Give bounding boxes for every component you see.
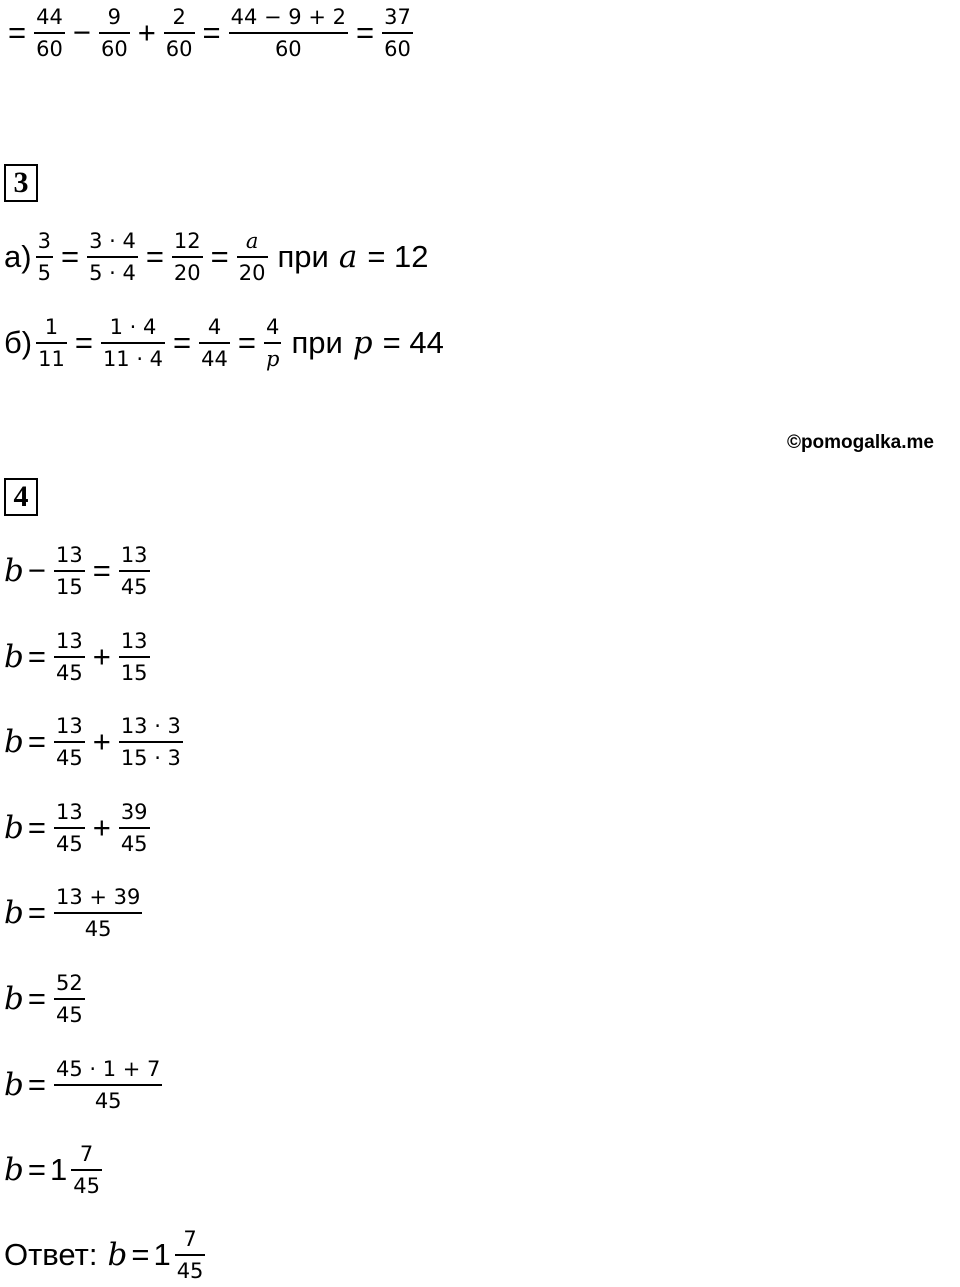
task-3b-line bbox=[4, 312, 444, 374]
variable: b bbox=[107, 1237, 128, 1273]
numerator: 12 bbox=[173, 229, 201, 253]
numerator: 1 bbox=[44, 315, 59, 339]
fraction bbox=[34, 2, 65, 64]
equals-sign: = bbox=[74, 325, 93, 360]
numerator: 44 bbox=[36, 5, 63, 29]
denominator: 45 bbox=[176, 1259, 204, 1283]
task-4-number: 4 bbox=[4, 478, 38, 516]
variable: b bbox=[4, 981, 24, 1017]
equals-sign: = bbox=[173, 325, 192, 360]
numerator: 7 bbox=[79, 1142, 94, 1166]
fraction bbox=[54, 540, 85, 602]
equals-sign: = bbox=[355, 15, 375, 50]
denominator: 45 bbox=[55, 661, 83, 685]
fraction bbox=[264, 312, 281, 374]
fraction bbox=[101, 312, 165, 374]
variable: b bbox=[4, 724, 24, 760]
equals-sign: = bbox=[202, 15, 221, 50]
numerator: 13 + 39 bbox=[55, 885, 141, 909]
denominator: 5 · 4 bbox=[89, 261, 136, 285]
item-label: б) bbox=[4, 325, 33, 360]
equals-sign: = bbox=[131, 1237, 150, 1272]
denominator: 45 bbox=[55, 746, 83, 770]
task-4-line-8 bbox=[4, 1139, 106, 1201]
fraction bbox=[164, 2, 195, 64]
fraction bbox=[54, 797, 85, 859]
equals-sign: = bbox=[27, 810, 46, 845]
fraction bbox=[119, 626, 150, 688]
equals-sign: = bbox=[27, 981, 46, 1016]
whole-part: 1 bbox=[49, 1152, 68, 1187]
task-4-line-1 bbox=[4, 540, 154, 602]
fraction bbox=[119, 797, 150, 859]
task-4-line-2 bbox=[4, 626, 154, 688]
equals-sign: = bbox=[210, 239, 229, 274]
plus-sign: + bbox=[92, 810, 111, 845]
numerator: 13 · 3 bbox=[120, 714, 181, 738]
equals-sign: = bbox=[27, 1067, 46, 1102]
fraction bbox=[199, 312, 230, 374]
numerator: 2 bbox=[172, 5, 186, 29]
fraction bbox=[99, 2, 130, 64]
condition-word: при bbox=[291, 325, 343, 360]
minus-sign: − bbox=[72, 15, 91, 50]
numerator: 13 bbox=[55, 714, 83, 738]
fraction bbox=[229, 2, 348, 64]
numerator: 45 · 1 + 7 bbox=[55, 1057, 161, 1081]
variable: a bbox=[338, 239, 358, 275]
variable: b bbox=[4, 1067, 24, 1103]
denominator: 45 bbox=[84, 917, 112, 941]
numerator: 13 bbox=[55, 800, 83, 824]
numerator: 13 bbox=[55, 543, 83, 567]
denominator: 45 bbox=[73, 1174, 100, 1198]
task-4-line-4 bbox=[4, 797, 154, 859]
task-4-line-7 bbox=[4, 1054, 166, 1116]
whole-part: 1 bbox=[153, 1237, 171, 1272]
fraction bbox=[54, 711, 85, 773]
task-3a-line bbox=[4, 226, 429, 288]
numerator: 52 bbox=[55, 971, 83, 995]
equals-sign: = bbox=[27, 1152, 46, 1187]
denominator: 60 bbox=[165, 37, 193, 61]
answer-line bbox=[4, 1224, 209, 1286]
numerator: 4 bbox=[266, 315, 280, 339]
variable: b bbox=[4, 810, 24, 846]
fraction bbox=[87, 226, 138, 288]
numerator: 13 bbox=[120, 629, 148, 653]
variable: b bbox=[4, 639, 24, 675]
denominator: 20 bbox=[238, 261, 266, 285]
denominator: 45 bbox=[55, 1003, 83, 1027]
equals-sign: = bbox=[145, 239, 164, 274]
plus-sign: + bbox=[92, 724, 111, 759]
equals-sign: = bbox=[27, 724, 46, 759]
denominator: 60 bbox=[36, 37, 63, 61]
numerator: 13 bbox=[120, 543, 148, 567]
equals-sign: = bbox=[27, 639, 46, 674]
denominator: 15 bbox=[120, 661, 148, 685]
denominator: 11 bbox=[38, 347, 65, 371]
numerator: a bbox=[245, 229, 259, 253]
fraction bbox=[237, 226, 268, 288]
denominator: 60 bbox=[100, 37, 128, 61]
numerator: 4 bbox=[207, 315, 222, 339]
denominator: 60 bbox=[384, 37, 411, 61]
equals-sign: = bbox=[27, 895, 46, 930]
equals-sign: = bbox=[237, 325, 256, 360]
numerator: 44 − 9 + 2 bbox=[230, 5, 346, 29]
task-4-line-3 bbox=[4, 711, 187, 773]
numerator: 3 bbox=[37, 229, 51, 253]
denominator: 15 · 3 bbox=[120, 746, 181, 770]
fraction bbox=[36, 226, 53, 288]
minus-sign: − bbox=[27, 553, 46, 588]
variable: b bbox=[4, 895, 24, 931]
denominator: 45 bbox=[55, 832, 83, 856]
plus-sign: + bbox=[137, 15, 156, 50]
fraction bbox=[172, 226, 203, 288]
denominator: 11 · 4 bbox=[102, 347, 164, 371]
watermark: ©pomogalka.me bbox=[786, 432, 934, 453]
variable: p bbox=[352, 325, 373, 361]
fraction bbox=[175, 1224, 206, 1286]
denominator: 20 bbox=[173, 261, 201, 285]
answer-label: Ответ: bbox=[4, 1237, 98, 1272]
task-3-number: 3 bbox=[4, 164, 38, 202]
numerator: 1 · 4 bbox=[109, 315, 157, 339]
fraction bbox=[54, 1054, 162, 1116]
fraction bbox=[382, 2, 413, 64]
numerator: 7 bbox=[183, 1227, 197, 1251]
denominator: 45 bbox=[120, 832, 148, 856]
denominator: 5 bbox=[37, 261, 51, 285]
item-label: а) bbox=[4, 239, 32, 274]
variable: b bbox=[4, 553, 24, 589]
top-equation bbox=[4, 2, 417, 64]
variable-value: = 44 bbox=[382, 325, 444, 360]
denominator: 15 bbox=[55, 575, 83, 599]
fraction bbox=[119, 540, 150, 602]
task-4-line-6 bbox=[4, 968, 89, 1030]
denominator: 45 bbox=[94, 1089, 122, 1113]
numerator: 3 · 4 bbox=[89, 229, 136, 253]
fraction bbox=[119, 711, 183, 773]
numerator: 37 bbox=[384, 5, 411, 29]
fraction bbox=[54, 626, 85, 688]
fraction bbox=[54, 882, 142, 944]
task-4-line-5 bbox=[4, 882, 146, 944]
variable: b bbox=[4, 1152, 24, 1188]
condition-word: при bbox=[277, 239, 329, 274]
variable-value: = 12 bbox=[367, 239, 429, 274]
numerator: 39 bbox=[120, 800, 148, 824]
plus-sign: + bbox=[92, 639, 111, 674]
equals-sign: = bbox=[8, 15, 27, 50]
numerator: 9 bbox=[107, 5, 121, 29]
numerator: 13 bbox=[55, 629, 83, 653]
denominator: p bbox=[266, 347, 280, 371]
fraction bbox=[54, 968, 85, 1030]
equals-sign: = bbox=[92, 553, 111, 588]
denominator: 45 bbox=[120, 575, 148, 599]
denominator: 44 bbox=[201, 347, 228, 371]
denominator: 60 bbox=[274, 37, 302, 61]
equals-sign: = bbox=[60, 239, 80, 274]
fraction bbox=[71, 1139, 102, 1201]
fraction bbox=[36, 312, 67, 374]
